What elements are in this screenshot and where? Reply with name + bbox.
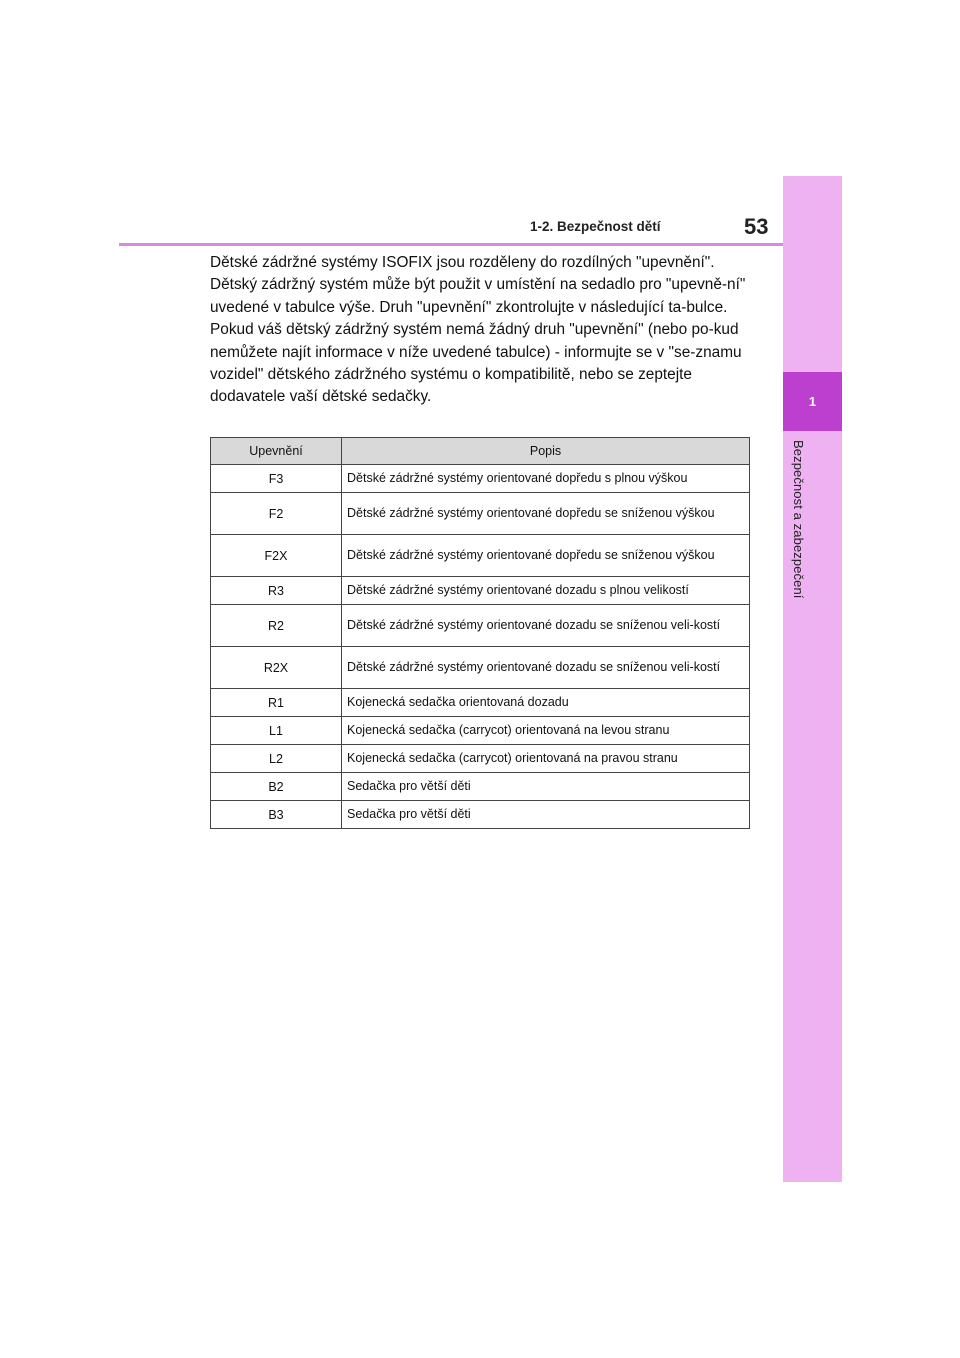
fixture-code: R3: [211, 577, 342, 605]
fixture-description: Sedačka pro větší děti: [342, 773, 750, 801]
column-header-description: Popis: [342, 438, 750, 465]
section-title: 1-2. Bezpečnost dětí: [530, 219, 661, 234]
table-row: [211, 717, 750, 745]
fixture-code: B3: [211, 801, 342, 829]
fixture-description: Kojenecká sedačka (carrycot) orientovaná na pravou stranu: [342, 745, 750, 773]
fixture-code: F2: [211, 493, 342, 535]
chapter-title-vertical: Bezpečnost a zabezpečení: [791, 440, 806, 599]
fixture-description: Dětské zádržné systémy orientované dopředu se sníženou výškou: [342, 493, 750, 535]
fixture-code: F3: [211, 465, 342, 493]
fixture-description: Kojenecká sedačka orientovaná dozadu: [342, 689, 750, 717]
fixture-description: Dětské zádržné systémy orientované dopředu s plnou výškou: [342, 465, 750, 493]
header-divider: [119, 243, 783, 246]
table-row: [211, 801, 750, 829]
table-row: [211, 647, 750, 689]
fixture-code: R2: [211, 605, 342, 647]
table-row: [211, 773, 750, 801]
page-number: 53: [744, 214, 769, 239]
fixture-code: R2X: [211, 647, 342, 689]
paragraph-compatibility: Pokud váš dětský zádržný systém nemá žádný druh "upevnění" (nebo po-kud nemůžete najít informace v níže uvedené tabulce) - informujte se v "se-znamu vozidel" dětského zádržného systému o kompatibilitě, nebo se zeptejte dodavatele vaší dětské sedačky.: [210, 321, 742, 406]
isofix-fixture-table: [210, 437, 750, 829]
column-header-fixture: Upevnění: [211, 438, 342, 465]
table-row: [211, 535, 750, 577]
table-header-row: [211, 438, 750, 465]
table-row: [211, 465, 750, 493]
fixture-description: Dětské zádržné systémy orientované dozadu s plnou velikostí: [342, 577, 750, 605]
fixture-code: R1: [211, 689, 342, 717]
fixture-description: Kojenecká sedačka (carrycot) orientovaná na levou stranu: [342, 717, 750, 745]
chapter-side-tab: [783, 176, 842, 1182]
table-row: [211, 745, 750, 773]
chapter-number-badge: 1: [783, 372, 842, 431]
paragraph-isofix-groups: Dětské zádržné systémy ISOFIX jsou rozděleny do rozdílných "upevnění". Dětský zádržný systém může být použit v umístění na sedadlo pro "upevně-ní" uvedené v tabulce výše. Druh "upevnění" zkontrolujte v následující ta-bulce.: [210, 254, 746, 316]
body-text: [210, 252, 755, 409]
fixture-code: B2: [211, 773, 342, 801]
table-row: [211, 605, 750, 647]
table-row: [211, 493, 750, 535]
fixture-description: Dětské zádržné systémy orientované dopředu se sníženou výškou: [342, 535, 750, 577]
table-row: [211, 577, 750, 605]
fixture-code: L2: [211, 745, 342, 773]
fixture-description: Dětské zádržné systémy orientované dozadu se sníženou veli-kostí: [342, 647, 750, 689]
fixture-code: F2X: [211, 535, 342, 577]
fixture-code: L1: [211, 717, 342, 745]
fixture-description: Dětské zádržné systémy orientované dozadu se sníženou veli-kostí: [342, 605, 750, 647]
table-row: [211, 689, 750, 717]
fixture-description: Sedačka pro větší děti: [342, 801, 750, 829]
